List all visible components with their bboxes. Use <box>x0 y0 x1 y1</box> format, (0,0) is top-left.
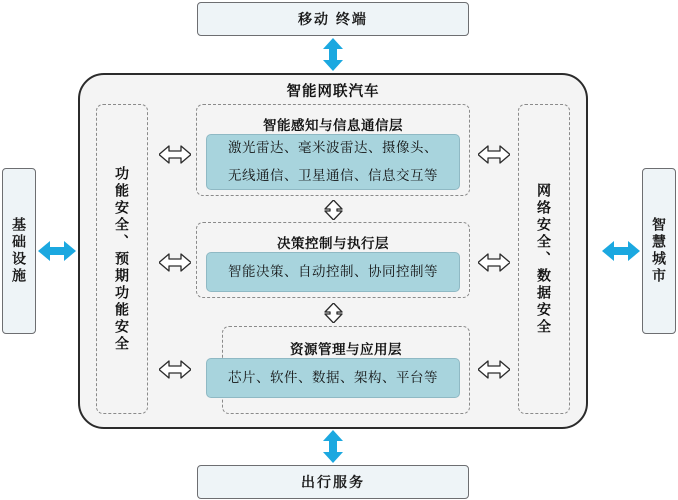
arrow-layer2-right <box>478 253 510 272</box>
node-travel-service-label: 出行服务 <box>301 474 365 490</box>
arrow-layer3-right <box>478 360 510 379</box>
arrow-between-layer1-layer2 <box>324 200 343 220</box>
arrow-layer1-left <box>159 145 191 164</box>
arrow-between-layer2-layer3 <box>324 303 343 323</box>
layer-decision-line-1: 智能决策、自动控制、协同控制等 <box>228 264 438 279</box>
node-smart-city-label: 智慧城市 <box>651 217 667 285</box>
arrow-layer3-left <box>159 360 191 379</box>
layer-resource-content <box>206 358 460 398</box>
column-network-security <box>518 104 570 414</box>
layer-decision-content <box>206 252 460 292</box>
layer-resource-title: 资源管理与应用层 <box>290 342 402 357</box>
node-mobile-terminal-label: 移动 终端 <box>298 11 368 27</box>
layer-perception-line-2: 无线通信、卫星通信、信息交互等 <box>228 168 438 183</box>
arrow-bottom-vertical <box>322 430 344 463</box>
arrow-left-horizontal <box>38 240 76 262</box>
column-functional-safety-label: 功能安全、预期功能安全 <box>114 165 130 353</box>
layer-decision-title: 决策控制与执行层 <box>277 236 389 251</box>
main-title-label: 智能网联汽车 <box>286 83 380 100</box>
node-mobile-terminal[interactable] <box>197 2 469 36</box>
node-infrastructure[interactable] <box>2 168 36 334</box>
node-infrastructure-label: 基础设施 <box>11 217 27 285</box>
layer-resource-line-1: 芯片、软件、数据、架构、平台等 <box>228 370 438 385</box>
column-functional-safety <box>96 104 148 414</box>
node-travel-service[interactable] <box>197 465 469 499</box>
main-title <box>78 79 588 101</box>
layer-perception-content <box>206 134 460 190</box>
arrow-layer2-left <box>159 253 191 272</box>
layer-perception-line-1: 激光雷达、毫米波雷达、摄像头、 <box>228 140 438 155</box>
column-network-security-label: 网络安全、数据安全 <box>536 182 552 336</box>
arrow-top-vertical <box>322 38 344 71</box>
arrow-layer1-right <box>478 145 510 164</box>
arrow-right-horizontal <box>602 240 640 262</box>
node-smart-city[interactable] <box>642 168 676 334</box>
layer-perception-title: 智能感知与信息通信层 <box>263 118 403 133</box>
